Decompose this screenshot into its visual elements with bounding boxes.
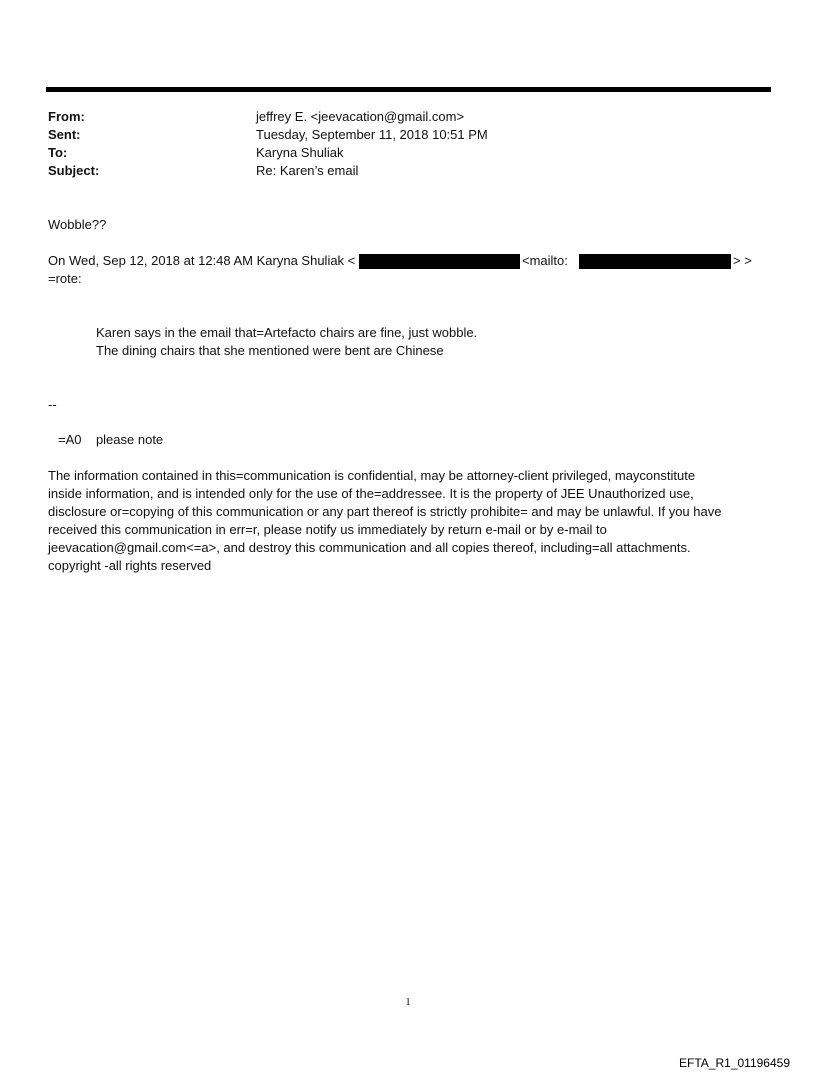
to-value: Karyna Shuliak	[256, 145, 344, 160]
confidentiality-disclaimer	[48, 467, 768, 575]
sent-value: Tuesday, September 11, 2018 10:51 PM	[256, 127, 488, 142]
please-note: =A0 please note	[58, 432, 164, 447]
from-value: jeffrey E. <jeevacation@gmail.com>	[256, 109, 465, 124]
redaction-box	[579, 254, 731, 268]
quote-intro	[48, 252, 768, 270]
disclaimer-line: The information contained in this=communication is confidential, may be attorney-client privileged, mayconstitute	[48, 468, 696, 483]
subject-label: Subject:	[48, 163, 100, 178]
document-id: EFTA_R1_01196459	[679, 1056, 790, 1070]
disclaimer-line: copyright -all rights reserved	[48, 558, 212, 573]
signature-separator: --	[48, 397, 57, 412]
disclaimer-line: disclosure or=copying of this communication or any part thereof is strictly prohibite= and may be unlawful. If you have	[48, 504, 722, 519]
quote-intro-end: > >	[733, 253, 752, 268]
quote-intro-cont: =rote:	[48, 271, 82, 286]
from-label: From:	[48, 109, 85, 124]
page-number: 1	[405, 996, 411, 1008]
disclaimer-line: received this communication in err=r, please notify us immediately by return e-mail or by e-mail to	[48, 522, 607, 537]
disclaimer-line: inside information, and is intended only for the use of the=addressee. It is the property of JEE Unauthorized use,	[48, 486, 694, 501]
quoted-line-2: The dining chairs that she mentioned were bent are Chinese	[96, 343, 444, 358]
disclaimer-line: jeevacation@gmail.com<=a>, and destroy this communication and all copies thereof, including=all attachments.	[48, 540, 691, 555]
sent-label: Sent:	[48, 127, 81, 142]
quote-intro-mailto: <mailto:	[522, 253, 568, 268]
reply-text: Wobble??	[48, 217, 107, 232]
quote-intro-start: On Wed, Sep 12, 2018 at 12:48 AM Karyna Shuliak <	[48, 253, 356, 268]
subject-value: Re: Karen’s email	[256, 163, 359, 178]
to-label: To:	[48, 145, 68, 160]
redaction-box	[359, 254, 520, 268]
header-rule	[46, 87, 771, 92]
quoted-line-1: Karen says in the email that=Artefacto chairs are fine, just wobble.	[96, 325, 478, 340]
